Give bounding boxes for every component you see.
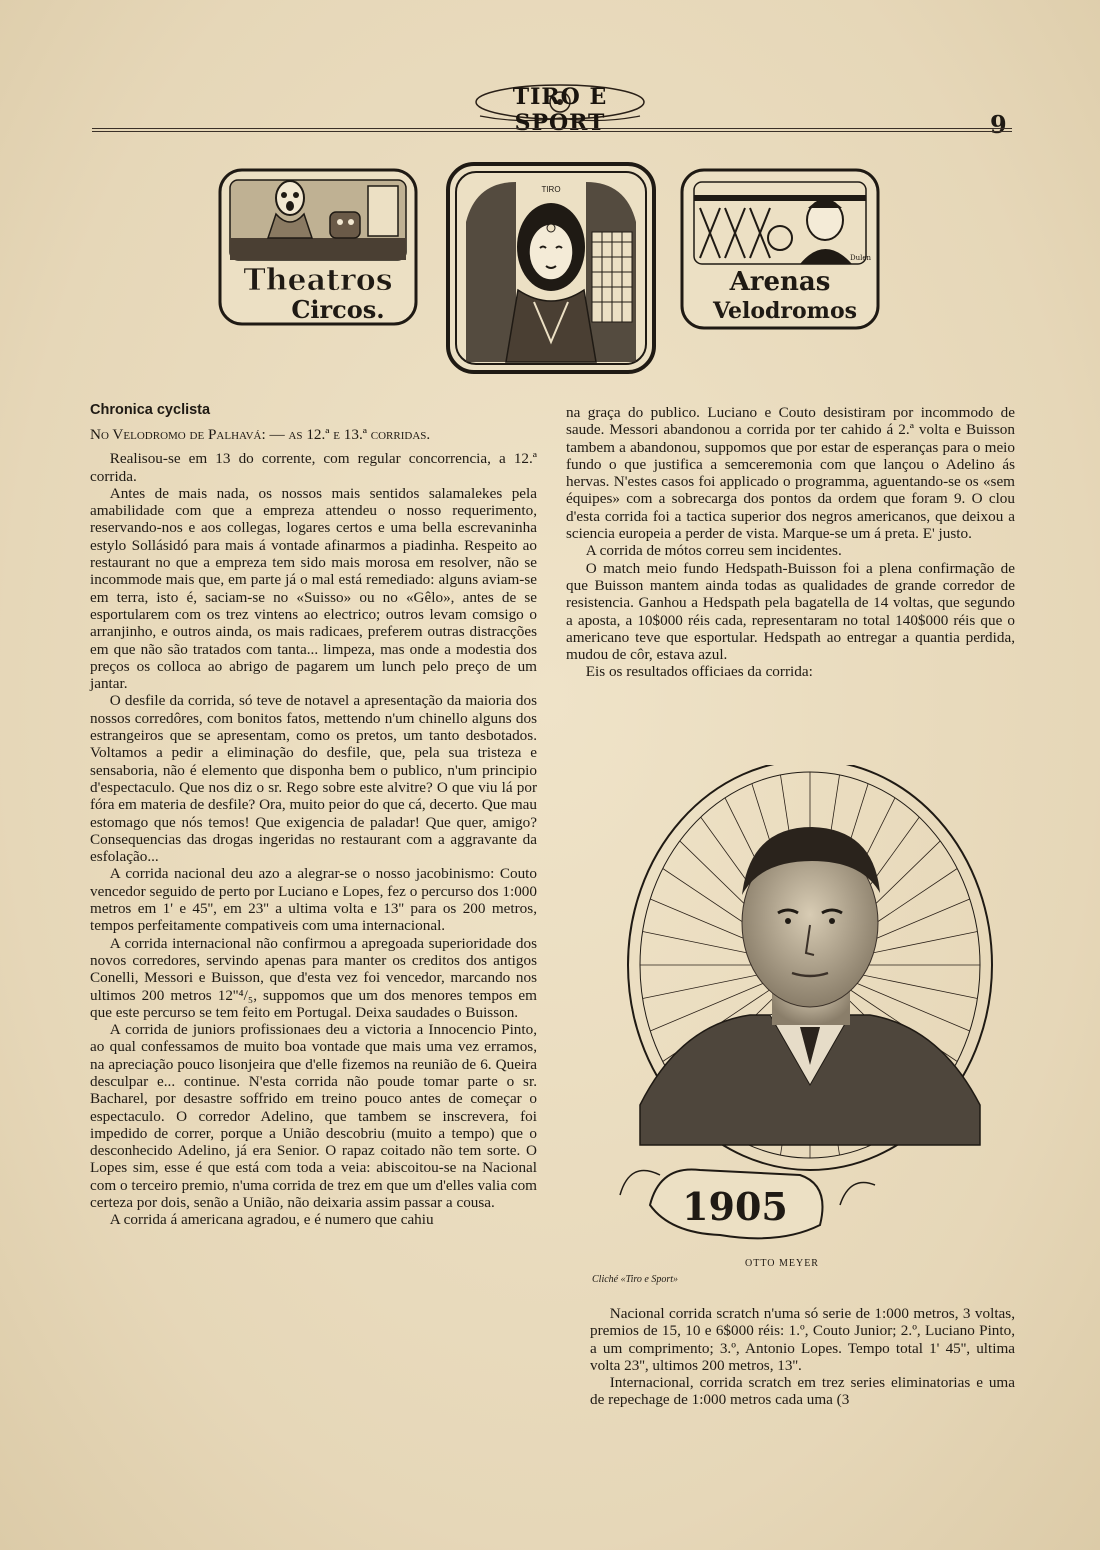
paragraph: A corrida de juniors profissionaes deu a victoria a Innocencio Pinto, ao qual confessamos de muito boa vontade que mais uma vez erramos, na apreciação pouco lisonjeira que d'elle fizemos na reunião de 6. Queira desculpar e... continue. N'esta corrida não poude tomar parte o sr. Bacharel, por desastre soffrido em treino pouco antes de começar o espectaculo. O corredor Adelino, que tambem se inscrevera, foi impedido de correr, porque a União descobriu (muito a tempo) que o desconhecido Adelino, já era Senior. O rapaz coitado não tem sorte. O Lopes sim, esse é que está com toda a veia: abiscoitou-se na Nacional com o terceiro premio, n'uma corrida de trez em que um d'elles valia com certeza por dois, senão a União, não deixaria assim passar a cousa.: [90, 1021, 537, 1212]
masthead: [470, 78, 650, 136]
arenas-label: Arenas: [729, 267, 831, 297]
paragraph: A corrida de mótos correu sem incidentes.: [585, 542, 842, 560]
artist-signature: Dulen: [850, 254, 872, 262]
arenas-velodromos-vignette: [680, 168, 880, 330]
portrait-name: OTTO MEYER: [745, 1258, 819, 1269]
paragraph: na graça do publico. Luciano e Couto desistiram por incommodo de saude. Messori abandonou a corrida por ter cahido á 2.ª volta e Buisson tambem a abandonou, suppomos que por estar de esperanças para o meio fundo o que justifica a semceremonia com que lançou o Adelino ás hervas. N'estes casos foi applicado o programma, aguentando-se os «sem équipes» com a sobrecarga dos pontos da ordem que foram 9. O clou d'esta corrida foi a tactica superior dos negros americanos, que deixou a sciencia europeia a perder de vista. Marque-se um á preta. E' justo.: [566, 404, 1015, 543]
paragraph: O match meio fundo Hedspath-Buisson foi a plena confirmação de que Buisson mantem ainda todas as qualidades de grande corredor de resistencia. Ganhou a Hedspath pela bagatella de 14 voltas, que segundo a aposta, a 10$000 réis cada, representaram no total 140$000 réis que o americano teve que esportular. Hedspath ao entregar a quantia perdida, mudou de côr, estava azul.: [566, 559, 1015, 664]
tiro-label: TIRO: [541, 185, 561, 194]
paragraph: No Velodromo de Palhavá: — as 12.ª e 13.ª corridas.: [90, 426, 431, 443]
paragraph: Realisou-se em 13 do corrente, com regular concorrencia, a 12.ª corrida.: [90, 450, 537, 485]
paragraph: Eis os resultados officiaes da corrida:: [585, 663, 813, 681]
page-number: 9: [990, 110, 1007, 139]
paragraph: A corrida nacional deu azo a alegrar-se o nosso jacobinismo: Couto vencedor seguido de perto por Luciano e Lopes, fez o percurso dos 1:000 metros em 1' e 45'', em 23'' a ultima volta e 13'' para os 200 metros, tempos perfeitamente compativeis com uma internacional.: [90, 865, 537, 935]
paragraph: A corrida á americana agradou, e é numero que cahiu: [109, 1211, 434, 1229]
right-column-top: [566, 404, 1015, 681]
paragraph: Antes de mais nada, os nossos mais sentidos salamalekes pela amabilidade com que a empreza attendeu o nosso requerimento, reservando-nos e aos collegas, logares certos e uma bella escrevaninha estylo Sollásidó para mais á vontade afinarmos a piadinha. Respeito ao restaurant no que a empreza tem sido mais morosa em resolver, não se incommode mais que, em parte já o mal está remediado: alguns aviam-se em terra, isto é, saciam-se no «Suisso» ou no «Gêlo», antes de se esportularem com os trez vintens ao electrico; outros levam comsigo o arranjinho, e outros ainda, os mais radicaes, preferem outras distracções em que não são tratados com tanta... limpeza, mas onde a modestia dos preços os colloca ao abrigo de pagarem um lunch pelo preço de um jantar.: [90, 484, 537, 693]
theatros-label: Theatros: [243, 263, 393, 298]
portrait-year: 1905: [682, 1184, 788, 1229]
theatros-circos-vignette: [218, 168, 418, 326]
header-rule: [92, 128, 1012, 132]
right-column-bottom: [590, 1305, 1015, 1409]
paragraph: A corrida internacional não confirmou a apregoada superioridade dos novos corredores, servindo apenas para manter os creditos dos antigos Conelli, Messori e Buisson, que d'esta vez foi vencedor, marcando nos ultimos 200 metros 12''⁴/₅, suppomos que um dos menores tempos em que este percurso se tem feito em Portugal. Deixa saudades o Buisson.: [90, 934, 537, 1021]
paragraph: Internacional, corrida scratch em trez series eliminatorias e uma de repechage de 1:000 metros cada uma (3: [590, 1374, 1015, 1409]
circos-label: Circos.: [291, 295, 385, 324]
otto-meyer-portrait: [600, 765, 1000, 1255]
masthead-title: TIRO E SPORT: [512, 84, 608, 136]
tiro-vignette: [446, 162, 656, 374]
velodromos-label: Velodromos: [712, 298, 858, 324]
photo-credit: Cliché «Tiro e Sport»: [592, 1274, 679, 1285]
section-title: Chronica cyclista: [90, 402, 211, 418]
left-column: [90, 426, 537, 1229]
paragraph: Nacional corrida scratch n'uma só serie de 1:000 metros, 3 voltas, premios de 15, 10 e 6$000 réis: 1.º, Couto Junior; 2.º, Luciano Pinto, a um comprimento; 3.º, Antonio Lopes. Tempo total 1' 45'', ultima volta 23'', ultimos 200 metros, 13''.: [590, 1305, 1015, 1374]
paragraph: O desfile da corrida, só teve de notavel a apresentação da maioria dos nossos corredôres, com bonitos fatos, mettendo n'um chinello alguns dos estrangeiros que se apresentam, como os pretos, um tanto desbotados. Voltamos a pedir a eliminação do desfile, que, pela sua tristeza e sensaboria, não é elemento que disponha bem o publico, n'um principio d'espectaculo. Que nos diz o sr. Rego sobre este alvitre? O que viu lá por fóra em materia de desfile? Ora, muito peior do que cá, decerto. Que mau estomago que nós temos! Que exigencia de paladar! Que quer, amigo? Consequencias das drogas ingeridas no restaurant com a aggravante da esfolação...: [90, 692, 537, 866]
